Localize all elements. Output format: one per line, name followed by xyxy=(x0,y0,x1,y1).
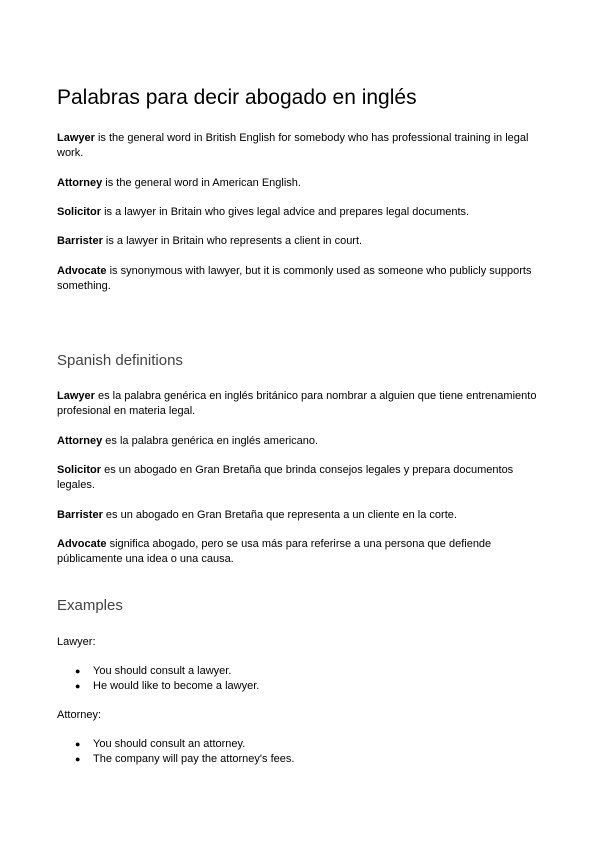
term: Attorney xyxy=(57,435,103,447)
term: Barrister xyxy=(57,509,103,521)
example-label-attorney: Attorney: xyxy=(57,709,102,721)
definition-text: is the general word in American English. xyxy=(102,177,301,189)
list-item xyxy=(57,737,294,752)
bullet-icon: ● xyxy=(75,754,81,764)
spanish-definitions-heading: Spanish definitions xyxy=(57,352,183,369)
example-list-lawyer xyxy=(57,664,259,694)
definition-lawyer-en xyxy=(57,131,542,161)
definition-solicitor-es xyxy=(57,463,542,493)
example-list-attorney xyxy=(57,737,294,767)
definition-text: significa abogado, pero se usa más para referirse a una persona que defiende públicamente una idea o una causa. xyxy=(57,538,492,565)
definition-text: is a lawyer in Britain who gives legal advice and prepares legal documents. xyxy=(101,206,470,218)
term: Lawyer xyxy=(57,132,95,144)
definition-text: es la palabra genérica en inglés británico para nombrar a alguien que tiene entrenamiento profesional en materia legal. xyxy=(57,390,537,417)
definition-advocate-en xyxy=(57,264,542,294)
term: Attorney xyxy=(57,177,103,189)
bullet-icon: ● xyxy=(75,739,81,749)
example-sentence: He would like to become a lawyer. xyxy=(93,680,260,692)
definition-lawyer-es xyxy=(57,389,542,419)
term: Solicitor xyxy=(57,206,102,218)
term: Lawyer xyxy=(57,390,95,402)
definition-text: es un abogado en Gran Bretaña que brinda consejos legales y prepara documentos legales. xyxy=(57,464,514,491)
definition-attorney-en xyxy=(57,176,542,191)
bullet-icon: ● xyxy=(75,681,81,691)
list-item xyxy=(57,752,294,767)
definition-advocate-es xyxy=(57,537,542,567)
term: Barrister xyxy=(57,235,103,247)
page-title: Palabras para decir abogado en inglés xyxy=(57,86,417,109)
bullet-icon: ● xyxy=(75,666,81,676)
example-sentence: You should consult an attorney. xyxy=(93,738,246,750)
list-item xyxy=(57,679,259,694)
term: Advocate xyxy=(57,265,107,277)
example-label-lawyer: Lawyer: xyxy=(57,636,96,648)
definition-text: is the general word in British English for somebody who has professional training in legal work. xyxy=(57,132,529,159)
term: Advocate xyxy=(57,538,107,550)
examples-heading: Examples xyxy=(57,597,123,614)
example-sentence: The company will pay the attorney's fees. xyxy=(93,753,295,765)
example-sentence: You should consult a lawyer. xyxy=(93,665,232,677)
definition-text: is synonymous with lawyer, but it is commonly used as someone who publicly supports something. xyxy=(57,265,532,292)
definition-barrister-es xyxy=(57,508,542,523)
definition-solicitor-en xyxy=(57,205,542,220)
definition-text: is a lawyer in Britain who represents a client in court. xyxy=(102,235,363,247)
term: Solicitor xyxy=(57,464,102,476)
list-item xyxy=(57,664,259,679)
definition-attorney-es xyxy=(57,434,542,449)
definition-text: es la palabra genérica en inglés americano. xyxy=(102,435,319,447)
definition-text: es un abogado en Gran Bretaña que representa a un cliente en la corte. xyxy=(102,509,457,521)
definition-barrister-en xyxy=(57,234,542,249)
